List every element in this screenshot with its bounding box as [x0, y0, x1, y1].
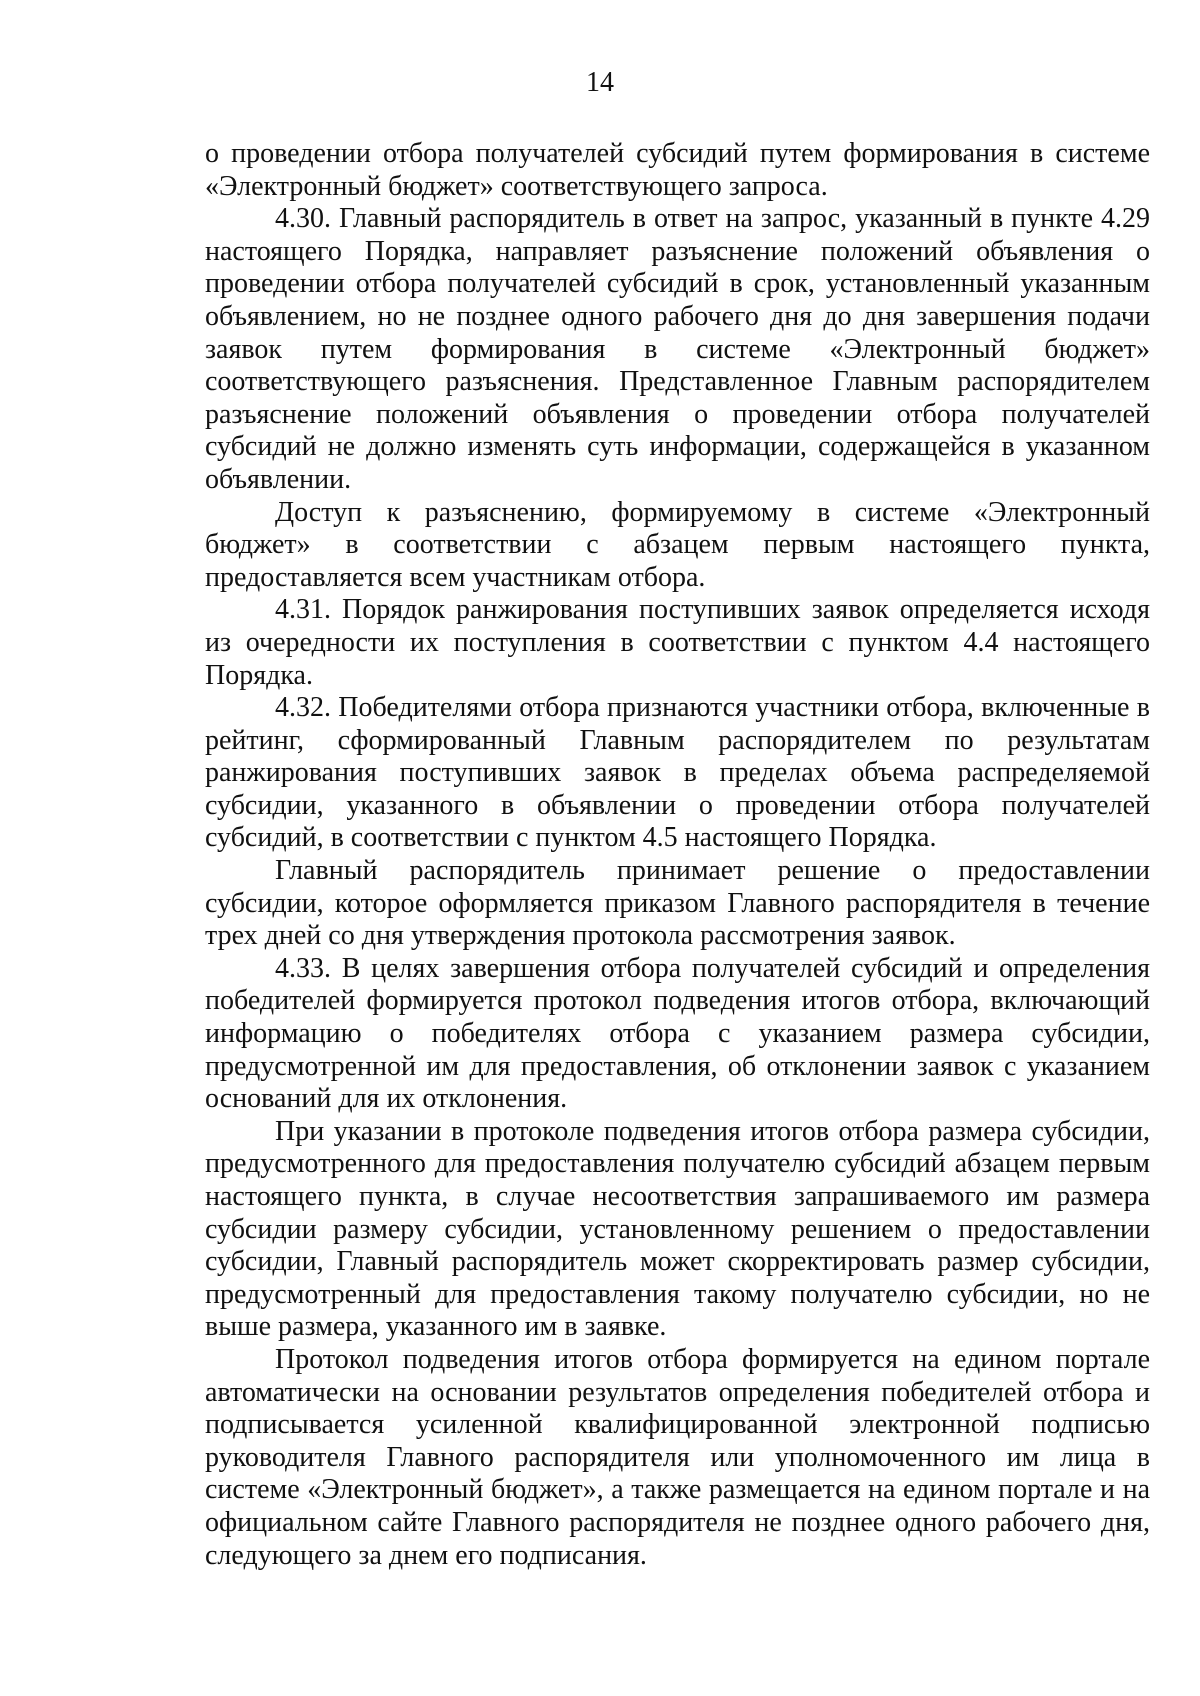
- paragraph-4-30: 4.30. Главный распорядитель в ответ на запрос, указанный в пункте 4.29 настоящего Порядка, направляет разъяснение положений объявления о проведении отбора получателей субсидий в срок, установленный указанным объявлением, но не позднее одного рабочего дня до дня завершения подачи заявок путем формирования в системе «Электронный бюджет» соответствующего разъяснения. Представленное Главным распорядителем разъяснение положений объявления о проведении отбора получателей субсидий не должно изменять суть информации, содержащейся в указанном объявлении.: [205, 203, 1150, 495]
- paragraph-4-32: 4.32. Победителями отбора признаются участники отбора, включенные в рейтинг, сформированный Главным распорядителем по результатам ранжирования поступивших заявок в пределах объема распределяемой субсидии, указанного в объявлении о проведении отбора получателей субсидий, в соответствии с пунктом 4.5 настоящего Порядка.: [205, 692, 1150, 854]
- paragraph-4-33-correction: При указании в протоколе подведения итогов отбора размера субсидии, предусмотренного для предоставления получателю субсидий абзацем первым настоящего пункта, в случае несоответствия запрашиваемого им размера субсидии размеру субсидии, установленному решением о предоставлении субсидии, Главный распорядитель может скорректировать размер субсидии, предусмотренный для предоставления такому получателю субсидии, но не выше размера, указанного им в заявке.: [205, 1115, 1150, 1343]
- paragraph-continuation: о проведении отбора получателей субсидий путем формирования в системе «Электронный бюджет» соответствующего запроса.: [205, 138, 1150, 202]
- paragraph-4-32-decision: Главный распорядитель принимает решение о предоставлении субсидии, которое оформляется приказом Главного распорядителя в течение трех дней со дня утверждения протокола рассмотрения заявок.: [205, 855, 1150, 952]
- paragraph-4-33-protocol: Протокол подведения итогов отбора формируется на едином портале автоматически на основании результатов определения победителей отбора и подписывается усиленной квалифицированной электронной подписью руководителя Главного распорядителя или уполномоченного им лица в системе «Электронный бюджет», а также размещается на едином портале и на официальном сайте Главного распорядителя не позднее одного рабочего дня, следующего за днем его подписания.: [205, 1343, 1150, 1571]
- page-number: 14: [586, 67, 614, 98]
- paragraph-4-30-access: Доступ к разъяснению, формируемому в системе «Электронный бюджет» в соответствии с абзацем первым настоящего пункта, предоставляется всем участникам отбора.: [205, 496, 1150, 593]
- document-body: [205, 138, 1150, 1572]
- paragraph-4-33: 4.33. В целях завершения отбора получателей субсидий и определения победителей формируется протокол подведения итогов отбора, включающий информацию о победителях отбора с указанием размера субсидии, предусмотренной им для предоставления, об отклонении заявок с указанием оснований для их отклонения.: [205, 952, 1150, 1115]
- paragraph-4-31: 4.31. Порядок ранжирования поступивших заявок определяется исходя из очередности их поступления в соответствии с пунктом 4.4 настоящего Порядка.: [205, 594, 1150, 691]
